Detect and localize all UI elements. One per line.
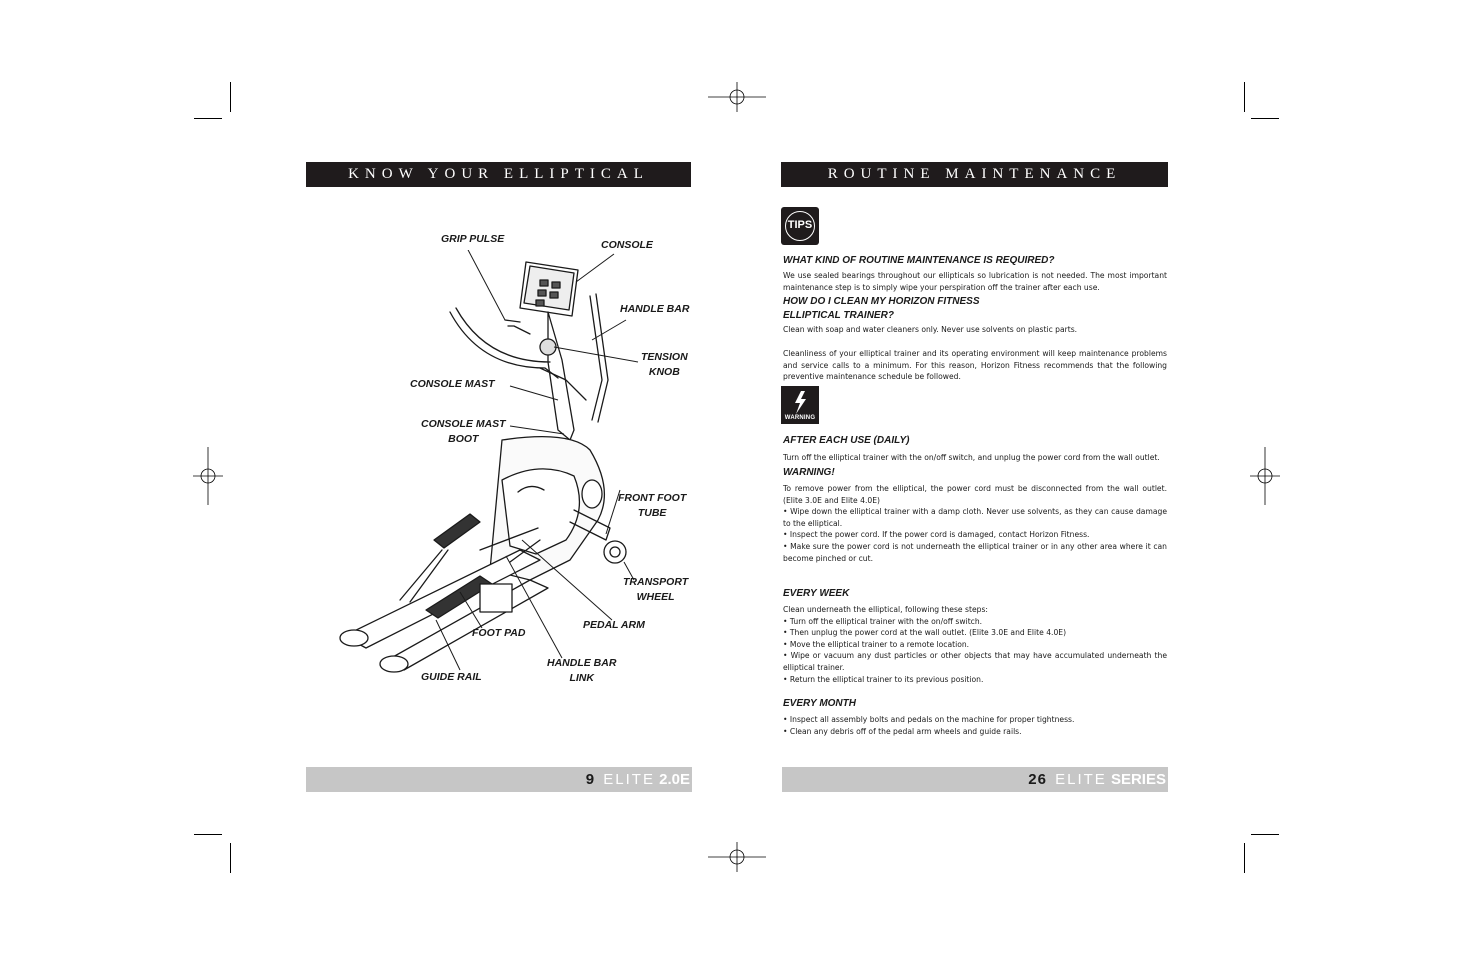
label-front-foot-tube: FRONT FOOT TUBE <box>618 492 687 519</box>
heading-after-each-use: AFTER EACH USE (DAILY) <box>783 435 910 446</box>
answer-clean: Clean with soap and water cleaners only. Never use solvents on plastic parts. <box>783 325 1078 334</box>
label-console-mast: CONSOLE MAST <box>410 378 495 390</box>
tips-icon <box>781 207 819 245</box>
footer-brand: ELITE <box>1055 771 1107 788</box>
every-month-section <box>783 714 1167 737</box>
footer-model: SERIES <box>1110 771 1166 788</box>
warning-icon <box>781 386 819 424</box>
question-routine-maintenance: WHAT KIND OF ROUTINE MAINTENANCE IS REQUIRED? <box>783 255 1055 266</box>
heading-warning: WARNING! <box>783 467 835 478</box>
list-item: • Turn off the elliptical trainer with the on/off switch. <box>783 616 983 626</box>
warning-text: To remove power from the elliptical, the power cord must be disconnected from the wall outlet. (Elite 3.0E and Elite 4.0E) <box>783 484 1167 505</box>
warning-icon-text: WARNING <box>784 415 816 421</box>
lightning-bolt-icon <box>781 388 819 416</box>
label-console: CONSOLE <box>601 239 653 251</box>
question-clean-line1: HOW DO I CLEAN MY HORIZON FITNESS <box>783 296 980 307</box>
list-item: • Inspect all assembly bolts and pedals on the machine for proper tightness. <box>783 715 1075 724</box>
every-week-section <box>783 604 1167 685</box>
label-foot-pad: FOOT PAD <box>472 627 526 639</box>
label-guide-rail: GUIDE RAIL <box>421 671 482 683</box>
tips-icon-text: TIPS <box>785 211 815 241</box>
warning-section <box>783 483 1167 564</box>
question-clean-line2: ELLIPTICAL TRAINER? <box>783 310 894 321</box>
label-transport-wheel: TRANSPORT WHEEL <box>623 576 689 603</box>
every-week-intro: Clean underneath the elliptical, following these steps: <box>783 605 988 614</box>
page-title-left: KNOW YOUR ELLIPTICAL <box>306 162 691 187</box>
footer-model: 2.0E <box>659 771 690 788</box>
list-item: • Then unplug the power cord at the wall outlet. (Elite 3.0E and Elite 4.0E) <box>783 628 1067 638</box>
page-number: 26 <box>1028 771 1047 788</box>
list-item: • Make sure the power cord is not underneath the elliptical trainer or in any other area where it can become pinched or cut. <box>783 541 1167 563</box>
cleanliness-paragraph: Cleanliness of your elliptical trainer and its operating environment will keep maintenance problems and service calls to a minimum. For this reason, Horizon Fitness recommends that the following preventive maintenance schedule be followed. <box>783 349 1167 382</box>
footer-right <box>782 767 1168 792</box>
footer-left <box>306 767 692 792</box>
list-item: • Wipe down the elliptical trainer with a damp cloth. Never use solvents, as they can cause damage to the elliptical. <box>783 507 1167 528</box>
label-handle-bar: HANDLE BAR <box>620 303 690 315</box>
answer-routine-maintenance: We use sealed bearings throughout our ellipticals so lubrication is not needed. The most important maintenance step is to simply wipe your perspiration off the trainer after each use. <box>783 271 1167 292</box>
label-console-mast-boot: CONSOLE MAST BOOT <box>421 418 506 445</box>
page-title-right: ROUTINE MAINTENANCE <box>781 162 1168 187</box>
list-item: • Wipe or vacuum any dust particles or other objects that may have accumulated underneath the elliptical trainer. <box>783 651 1167 672</box>
list-item: • Return the elliptical trainer to its previous position. <box>783 674 984 684</box>
heading-every-month: EVERY MONTH <box>783 698 856 709</box>
list-item: • Move the elliptical trainer to a remote location. <box>783 639 970 649</box>
page-number: 9 <box>585 771 596 788</box>
heading-every-week: EVERY WEEK <box>783 588 850 599</box>
list-item: • Clean any debris off of the pedal arm wheels and guide rails. <box>783 726 1022 736</box>
footer-brand: ELITE <box>603 771 655 788</box>
after-each-use-text: Turn off the elliptical trainer with the on/off switch, and unplug the power cord from the wall outlet. <box>783 453 1160 462</box>
label-pedal-arm: PEDAL ARM <box>583 619 645 631</box>
label-grip-pulse: GRIP PULSE <box>441 233 505 245</box>
label-handle-bar-link: HANDLE BAR LINK <box>547 657 617 684</box>
list-item: • Inspect the power cord. If the power cord is damaged, contact Horizon Fitness. <box>783 530 1090 540</box>
label-tension-knob: TENSION KNOB <box>641 351 688 378</box>
